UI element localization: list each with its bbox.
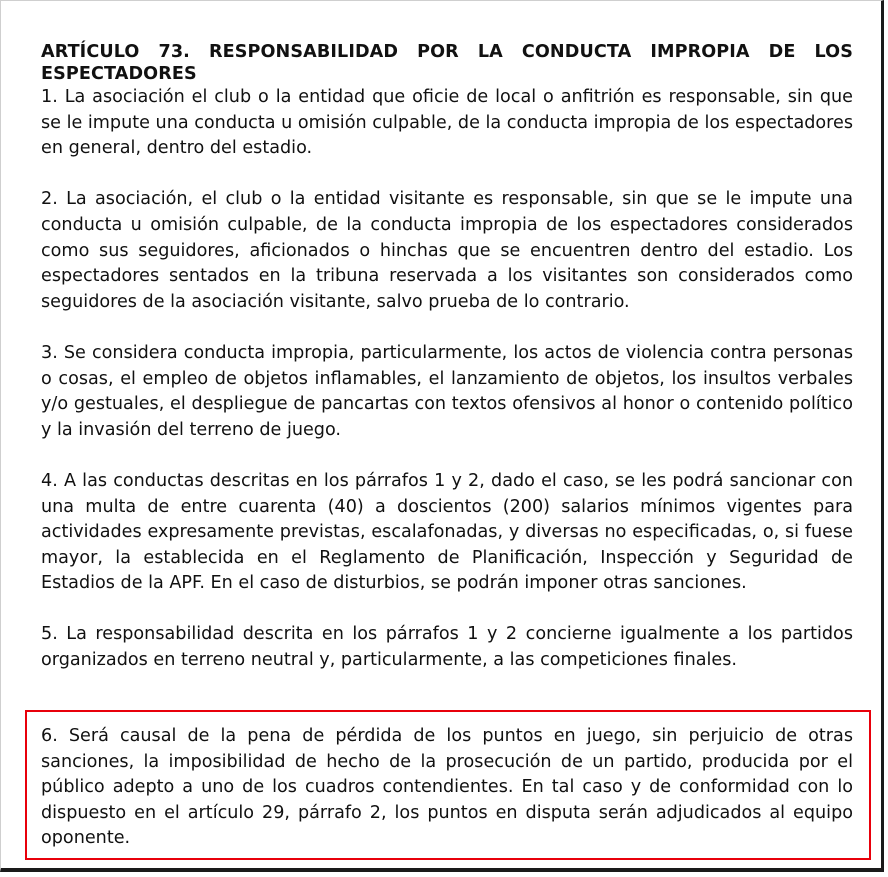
paragraph-1: 1. La asociación el club o la entidad que oficie de local o anfitrión es responsable, sin que se le impute una conducta u omisión culpable, de la conducta impropia de los espectadores en general, dentro del estadio. [41, 87, 853, 159]
paragraph-3: 3. Se considera conducta impropia, particularmente, los actos de violencia contra personas o cosas, el empleo de objetos inflamables, el lanzamiento de objetos, los insultos verbales y/o gestuales, el despliegue de pancartas con textos ofensivos al honor o contenido político y la invasión del terreno de juego. [41, 342, 853, 440]
paragraph-4: 4. A las conductas descritas en los párrafos 1 y 2, dado el caso, se les podrá sancionar con una multa de entre cuarenta (40) a doscientos (200) salarios mínimos vigentes para actividades expresamente previstas, escalafonadas, y diversas no especificadas, o, si fuese mayor, la establecida en el Reglamento de Planificación, Inspección y Seguridad de Estadios de la APF. En el caso de disturbios, se podrán imponer otras sanciones. [41, 470, 853, 594]
article-title: ARTÍCULO 73. RESPONSABILIDAD POR LA CONDUCTA IMPROPIA DE LOS ESPECTADORES [41, 42, 853, 84]
article-body [41, 41, 853, 674]
paragraph-5: 5. La responsabilidad descrita en los párrafos 1 y 2 concierne igualmente a los partidos organizados en terreno neutral y, particularmente, a las competiciones finales. [41, 624, 853, 671]
paragraph-2: 2. La asociación, el club o la entidad visitante es responsable, sin que se le impute una conducta u omisión culpable, de la conducta impropia de los espectadores considerados como sus seguidores, aficionados o hinchas que se encuentren dentro del estadio. Los espectadores sentados en la tribuna reservada a los visitantes son considerados como seguidores de la asociación visitante, salvo prueba de lo contrario. [41, 189, 853, 312]
highlight-box [25, 710, 871, 860]
paragraph-6-highlighted: 6. Será causal de la pena de pérdida de los puntos en juego, sin perjuicio de otras sanciones, la imposibilidad de hecho de la prosecución de un partido, producida por el público adepto a uno de los cuadros contendientes. En tal caso y de conformidad con lo dispuesto en el artículo 29, párrafo 2, los puntos en disputa serán adjudicados al equipo oponente. [41, 726, 853, 849]
